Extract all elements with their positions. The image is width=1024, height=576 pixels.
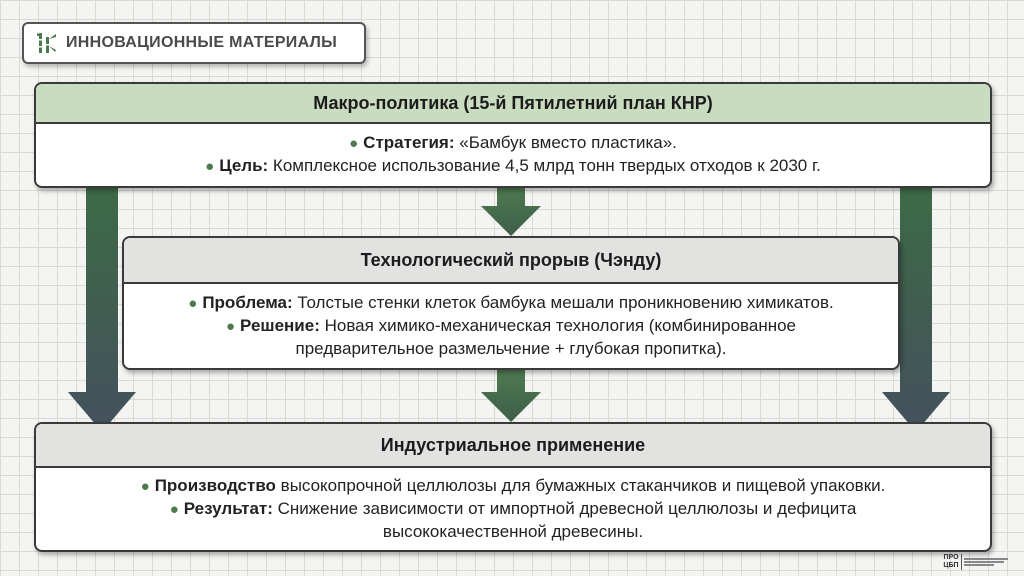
footer-logo-abbr: ПРО ЦБП	[943, 554, 962, 570]
bullet-icon: ●	[188, 295, 198, 312]
macro-goal-line: ● Цель: Комплексное использование 4,5 млрд тонн твердых отходов к 2030 г.	[205, 156, 821, 175]
macro-policy-box	[34, 82, 992, 188]
mid-down-arrow-top	[481, 186, 541, 236]
bullet-icon: ●	[225, 318, 236, 335]
tech-solution-line-cont: предварительное размельчение + глубокая пропитка).	[295, 339, 727, 358]
bullet-icon: ●	[169, 501, 179, 518]
macro-strategy-line: ● Стратегия: «Бамбук вместо пластика».	[349, 133, 677, 152]
bullet-icon: ●	[349, 135, 359, 152]
footer-logo	[943, 553, 1015, 571]
industry-result-line-cont: высококачественной древесины.	[382, 522, 644, 541]
tech-problem-line: ● Проблема: Толстые стенки клеток бамбука мешали проникновению химикатов.	[188, 293, 834, 312]
tech-solution-line: ● Решение: Новая химико-механическая технология (комбинированное	[225, 316, 796, 335]
section-badge	[22, 22, 366, 64]
industry-result-line: ● Результат: Снижение зависимости от импортной древесной целлюлозы и дефицита	[169, 499, 857, 518]
footer-logo-text	[964, 557, 1008, 567]
bullet-icon: ●	[140, 478, 150, 495]
mid-down-arrow-bottom	[481, 370, 541, 422]
bullet-icon: ●	[205, 158, 215, 175]
section-title: ИННОВАЦИОННЫЕ МАТЕРИАЛЫ	[66, 34, 338, 51]
macro-policy-title: Макро-политика (15-й Пятилетний план КНР)	[36, 84, 990, 124]
industrial-application-title: Индустриальное применение	[36, 424, 990, 468]
tech-breakthrough-box	[122, 236, 900, 370]
bamboo-icon	[34, 30, 60, 56]
industry-production-line: ● Производство высокопрочной целлюлозы для бумажных стаканчиков и пищевой упаковки.	[140, 476, 886, 495]
tech-breakthrough-title: Технологический прорыв (Чэнду)	[124, 238, 898, 284]
industrial-application-box	[34, 422, 992, 552]
